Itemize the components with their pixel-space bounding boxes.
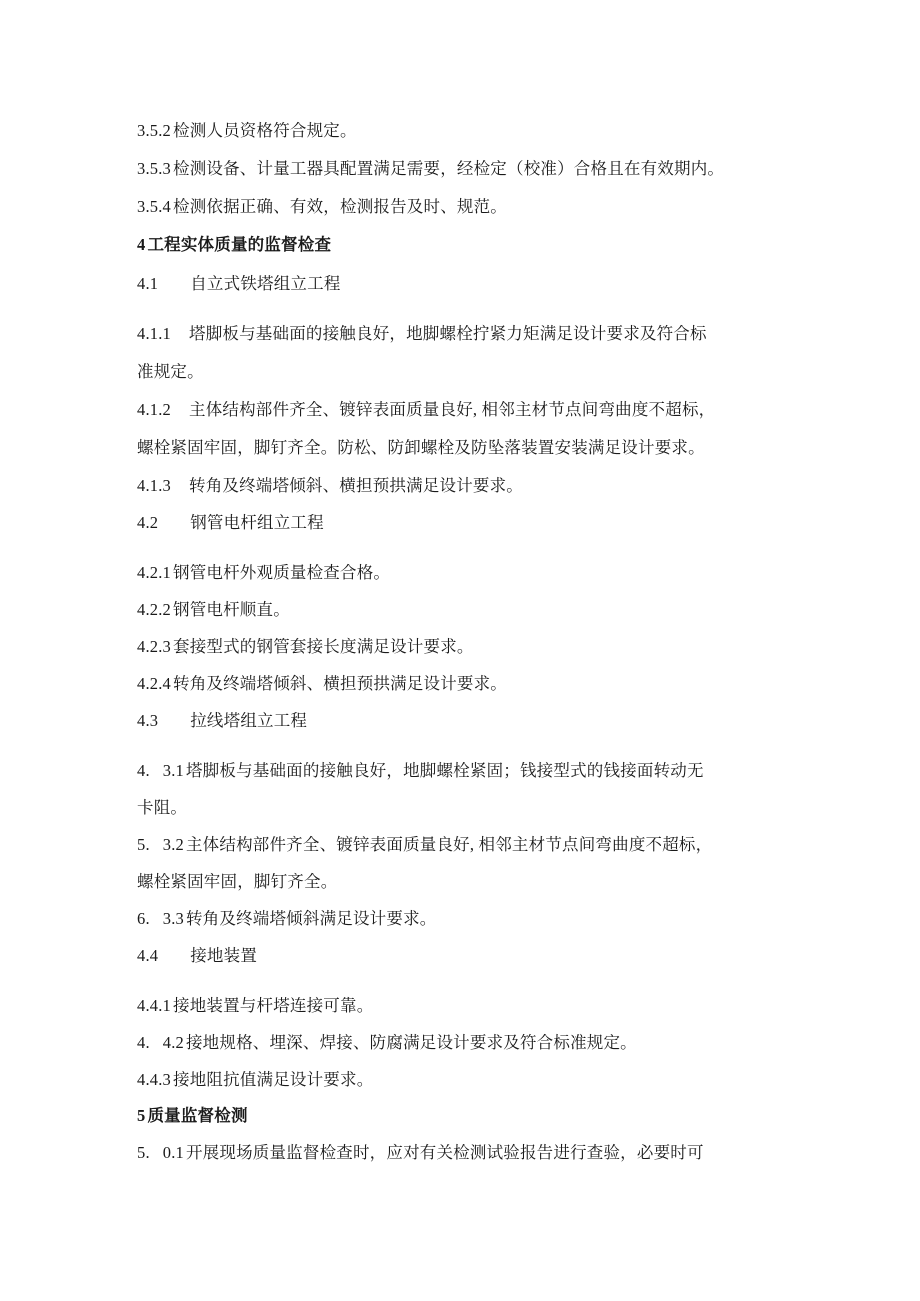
clause-number: 5. 0.1 (137, 1143, 184, 1162)
clause-text: 接地装置 (190, 946, 258, 965)
clause-number: 5 (137, 1106, 146, 1125)
clause-number: 4.1 (137, 274, 159, 293)
clause-text: 塔脚板与基础面的接触良好，地脚螺栓紧固；钱接型式的钱接面转动无 (185, 761, 704, 780)
clause-line (137, 599, 290, 621)
continuation-line (137, 437, 705, 459)
clause-line (137, 1032, 637, 1054)
clause-number: 4.4 (137, 946, 159, 965)
clause-number: 4.1.1 (137, 324, 171, 343)
clause-text: 检测人员资格符合规定。 (173, 121, 357, 140)
clause-number: 4. 3.1 (137, 761, 184, 780)
clause-text: 拉线塔组立工程 (190, 711, 308, 730)
clause-number: 4.4.3 (137, 1070, 171, 1089)
clause-text: 螺栓紧固牢固，脚钉齐全。 (137, 872, 338, 891)
clause-text: 套接型式的钢管套接长度满足设计要求。 (173, 637, 474, 656)
clause-number: 4.1.2 (137, 400, 171, 419)
clause-line (137, 475, 523, 497)
clause-number: 4.2.1 (137, 563, 171, 582)
clause-text: 塔脚板与基础面的接触良好，地脚螺栓拧紧力矩满足设计要求及符合标 (189, 324, 707, 343)
clause-line (137, 995, 373, 1017)
clause-text: 主体结构部件齐全、镀锌表面质量良好, 相邻主材节点间弯曲度不超标， (185, 835, 713, 854)
section-heading (137, 1105, 248, 1127)
clause-text: 卡阻。 (137, 798, 188, 817)
clause-number: 4 (137, 235, 146, 254)
clause-line (137, 273, 341, 295)
clause-line (137, 1142, 704, 1164)
clause-text: 转角及终端塔倾斜、横担预拱满足设计要求。 (173, 674, 507, 693)
clause-line (137, 196, 507, 218)
clause-line (137, 512, 324, 534)
clause-text: 主体结构部件齐全、镀锌表面质量良好, 相邻主材节点间弯曲度不超标， (189, 400, 716, 419)
clause-text: 开展现场质量监督检查时，应对有关检测试验报告进行查验，必要时可 (185, 1143, 704, 1162)
clause-number: 4. 4.2 (137, 1033, 184, 1052)
clause-line (137, 1069, 373, 1091)
clause-text: 自立式铁塔组立工程 (190, 274, 341, 293)
clause-text: 工程实体质量的监督检查 (147, 235, 332, 254)
clause-number: 4.3 (137, 711, 159, 730)
clause-text: 接地阻抗值满足设计要求。 (173, 1070, 374, 1089)
clause-text: 转角及终端塔倾斜、横担预拱满足设计要求。 (189, 476, 523, 495)
clause-text: 质量监督检测 (147, 1106, 248, 1125)
clause-line (137, 908, 436, 930)
clause-number: 5. 3.2 (137, 835, 184, 854)
continuation-line (137, 361, 204, 383)
clause-text: 检测设备、计量工器具配置满足需要，经检定（校准）合格且在有效期内。 (173, 159, 725, 178)
clause-line (137, 399, 715, 421)
clause-number: 4.2.3 (137, 637, 171, 656)
clause-line (137, 710, 307, 732)
clause-line (137, 158, 724, 180)
clause-number: 4.2 (137, 513, 159, 532)
continuation-line (137, 871, 337, 893)
clause-line (137, 673, 507, 695)
clause-text: 螺栓紧固牢固，脚钉齐全。防松、防卸螺栓及防坠落装置安装满足设计要求。 (137, 438, 705, 457)
clause-text: 钢管电杆顺直。 (173, 600, 290, 619)
clause-line (137, 945, 257, 967)
clause-number: 3.5.3 (137, 159, 171, 178)
clause-text: 转角及终端塔倾斜满足设计要求。 (185, 909, 437, 928)
clause-text: 钢管电杆外观质量检查合格。 (173, 563, 391, 582)
clause-number: 3.5.2 (137, 121, 171, 140)
clause-text: 钢管电杆组立工程 (190, 513, 324, 532)
clause-line (137, 562, 390, 584)
clause-line (137, 636, 474, 658)
clause-line (137, 120, 357, 142)
clause-number: 4.2.2 (137, 600, 171, 619)
clause-number: 6. 3.3 (137, 909, 184, 928)
clause-text: 准规定。 (137, 362, 204, 381)
clause-text: 接地规格、埋深、焊接、防腐满足设计要求及符合标准规定。 (185, 1033, 637, 1052)
section-heading (137, 234, 331, 256)
clause-number: 3.5.4 (137, 197, 171, 216)
clause-line (137, 760, 704, 782)
clause-number: 4.1.3 (137, 476, 171, 495)
continuation-line (137, 797, 187, 819)
clause-text: 接地装置与杆塔连接可靠。 (173, 996, 374, 1015)
clause-text: 检测依据正确、有效，检测报告及时、规范。 (173, 197, 507, 216)
clause-number: 4.4.1 (137, 996, 171, 1015)
clause-number: 4.2.4 (137, 674, 171, 693)
clause-line (137, 834, 712, 856)
clause-line (137, 323, 707, 345)
